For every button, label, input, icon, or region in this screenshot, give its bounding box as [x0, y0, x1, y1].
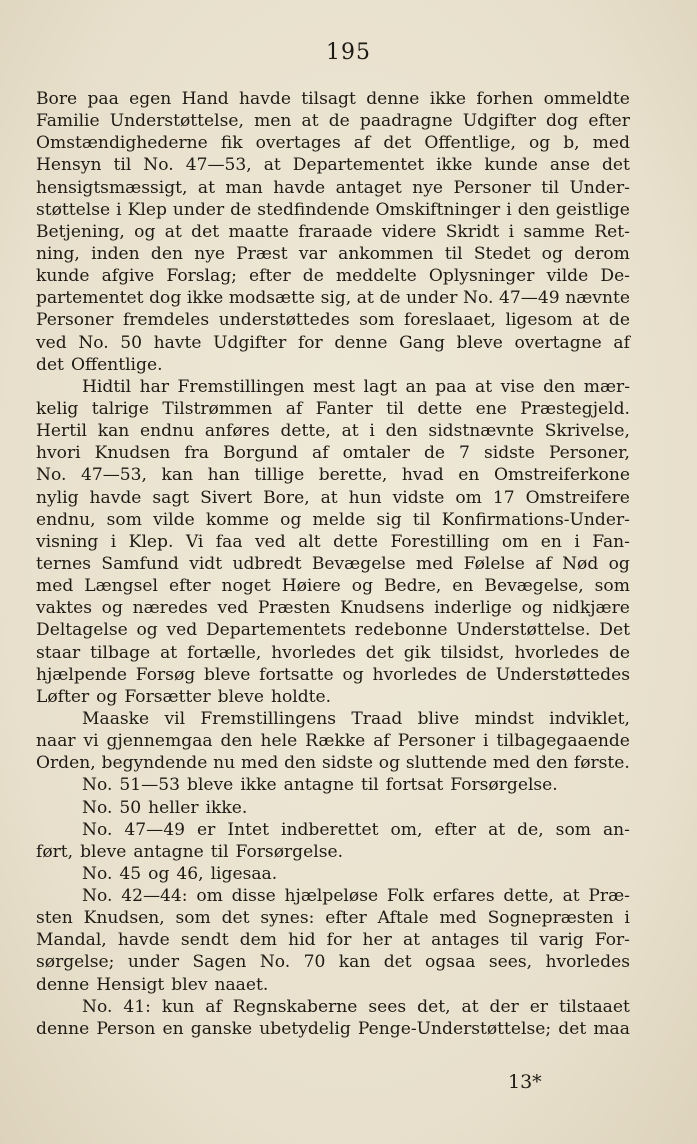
text-line: Hertil kan endnu anføres dette, at i den sidstnævnte Skrivelse,	[36, 421, 630, 442]
text-line: sørgelse; under Sagen No. 70 kan det ogsaa sees, hvorledes	[36, 952, 630, 973]
text-line: denne Hensigt blev naaet.	[36, 974, 269, 995]
text-line: visning i Klep. Vi faa ved alt dette Forestilling om en i Fan-	[36, 531, 630, 552]
signature-mark: 13*	[508, 1071, 542, 1093]
text-line: hvori Knudsen fra Borgund af omtaler de 7 sidste Personer,	[36, 443, 630, 464]
text-line: Orden, begyndende nu med den sidste og sluttende med den første.	[36, 753, 630, 774]
text-line: No. 45 og 46, ligesaa.	[82, 863, 278, 884]
text-line: med Længsel efter noget Høiere og Bedre, en Bevægelse, som	[36, 576, 630, 597]
body-text	[36, 88, 630, 1040]
text-line: partementet dog ikke modsætte sig, at de under No. 47—49 nævnte	[36, 288, 630, 309]
text-line: vaktes og næredes ved Præsten Knudsens inderlige og nidkjære	[36, 598, 630, 619]
text-line: Maaske vil Fremstillingens Traad blive mindst indviklet,	[82, 708, 630, 729]
text-line: Betjening, og at det maatte fraraade videre Skridt i samme Ret-	[36, 221, 630, 242]
text-line: Hidtil har Fremstillingen mest lagt an paa at vise den mær-	[82, 376, 630, 397]
text-line: Hensyn til No. 47—53, at Departementet ikke kunde anse det	[36, 155, 630, 176]
text-line: No. 47—53, kan han tillige berette, hvad en Omstreiferkone	[36, 465, 630, 486]
page-number: 195	[326, 40, 371, 65]
text-line: hjælpende Forsøg bleve fortsatte og hvorledes de Understøttedes	[36, 664, 630, 685]
text-line: staar tilbage at fortælle, hvorledes det gik tilsidst, hvorledes de	[36, 642, 630, 663]
text-line: Personer fremdeles understøttedes som foreslaaet, ligesom at de	[36, 310, 630, 331]
text-line: endnu, som vilde komme og melde sig til Konfirmations-Under-	[36, 509, 630, 530]
text-line: No. 47—49 er Intet indberettet om, efter at de, som an-	[82, 819, 630, 840]
text-line: nylig havde sagt Sivert Bore, at hun vidste om 17 Omstreifere	[36, 487, 630, 508]
text-line: støttelse i Klep under de stedfindende Omskiftninger i den geistlige	[36, 199, 630, 220]
text-line: hensigtsmæssigt, at man havde antaget nye Personer til Under-	[36, 177, 630, 198]
text-line: No. 50 heller ikke.	[82, 797, 248, 818]
text-line: Omstændighederne fik overtages af det Offentlige, og b, med	[36, 133, 630, 154]
text-line: det Offentlige.	[36, 354, 163, 375]
text-line: kunde afgive Forslag; efter de meddelte Oplysninger vilde De-	[36, 266, 630, 287]
text-line: sten Knudsen, som det synes: efter Aftale med Sognepræsten i	[36, 908, 630, 929]
text-line: Familie Understøttelse, men at de paadragne Udgifter dog efter	[36, 111, 630, 132]
text-line: Mandal, havde sendt dem hid for her at antages til varig For-	[36, 930, 630, 951]
text-line: denne Person en ganske ubetydelig Penge-Understøttelse; det maa	[36, 1018, 630, 1039]
text-line: naar vi gjennemgaa den hele Række af Personer i tilbagegaaende	[36, 731, 630, 752]
text-line: kelig talrige Tilstrømmen af Fanter til dette ene Præstegjeld.	[36, 398, 630, 419]
text-line: Løfter og Forsætter bleve holdte.	[36, 686, 332, 707]
text-line: ført, bleve antagne til Forsørgelse.	[36, 841, 344, 862]
text-line: No. 41: kun af Regnskaberne sees det, at der er tilstaaet	[82, 996, 630, 1017]
text-line: Bore paa egen Hand havde tilsagt denne ikke forhen ommeldte	[36, 89, 630, 109]
text-line: Deltagelse og ved Departementets redebonne Understøttelse. Det	[36, 620, 630, 641]
text-line: ning, inden den nye Præst var ankommen til Stedet og derom	[36, 243, 630, 264]
text-line: No. 42—44: om disse hjælpeløse Folk erfares dette, at Præ-	[82, 886, 630, 907]
text-line: ternes Samfund vidt udbredt Bevægelse med Følelse af Nød og	[36, 553, 630, 574]
text-line: ved No. 50 havte Udgifter for denne Gang bleve overtagne af	[36, 332, 630, 353]
text-line: No. 51—53 bleve ikke antagne til fortsat Forsørgelse.	[82, 775, 558, 796]
